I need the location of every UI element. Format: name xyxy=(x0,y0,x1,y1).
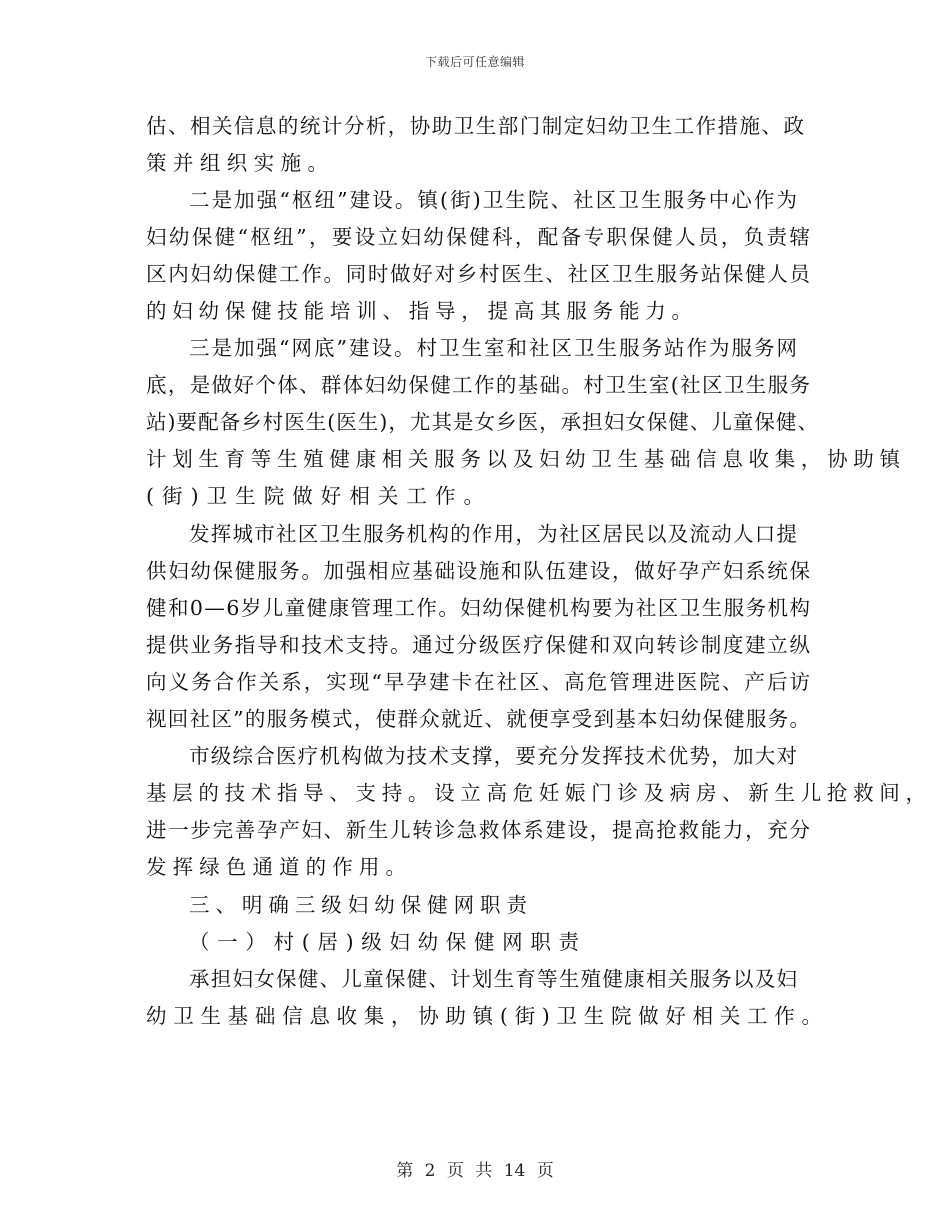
paragraph-line: 市级综合医疗机构做为技术支撑，要充分发挥技术优势，加大对 xyxy=(189,744,799,768)
section-heading: 三、明确三级妇幼保健网职责 xyxy=(189,893,533,917)
paragraph-line: 计划生育等生殖健康相关服务以及妇幼卫生基础信息收集，协助镇 xyxy=(146,447,906,471)
paragraph-line: 发挥绿色通道的作用。 xyxy=(146,855,413,879)
paragraph-line: 策并组织实施。 xyxy=(146,151,335,175)
paragraph-line: 妇幼保健“枢纽”，要设立妇幼保健科，配备专职保健人员，负责辖 xyxy=(146,225,813,249)
paragraph-line: 基层的技术指导、支持。设立高危妊娠门诊及病房、新生儿抢救间， xyxy=(146,781,932,805)
paragraph-line: 估、相关信息的统计分析，协助卫生部门制定妇幼卫生工作措施、政 xyxy=(146,114,806,138)
paragraph-line: 二是加强“枢纽”建设。镇(街)卫生院、社区卫生服务中心作为 xyxy=(189,188,800,212)
paragraph-line: 发挥城市社区卫生服务机构的作用，为社区居民以及流动人口提 xyxy=(189,522,799,546)
paragraph-line: 底，是做好个体、群体妇幼保健工作的基础。村卫生室(社区卫生服务 xyxy=(146,373,812,397)
page-header: 下载后可任意编辑 xyxy=(424,55,525,69)
paragraph-line: 幼卫生基础信息收集，协助镇(街)卫生院做好相关工作。 xyxy=(146,1004,829,1028)
page-number: 第 2 页 共 14 页 xyxy=(396,1161,554,1181)
paragraph-line: 向义务合作关系，实现“早孕建卡在社区、高危管理进医院、产后访 xyxy=(146,670,813,694)
subsection-heading: （一）村(居)级妇幼保健网职责 xyxy=(189,930,587,954)
paragraph-line: 三是加强“网底”建设。村卫生室和社区卫生服务站作为服务网 xyxy=(189,336,799,360)
paragraph-line: 供妇幼保健服务。加强相应基础设施和队伍建设，做好孕产妇系统保 xyxy=(146,559,812,583)
paragraph-line: 视回社区”的服务模式，使群众就近、就便享受到基本妇幼保健服务。 xyxy=(146,707,812,731)
paragraph-line: 的妇幼保健技能培训、指导，提高其服务能力。 xyxy=(146,299,698,323)
paragraph-line: 站)要配备乡村医生(医生)，尤其是女乡医，承担妇女保健、儿童保健、 xyxy=(146,410,820,434)
paragraph-line: 提供业务指导和技术支持。通过分级医疗保健和双向转诊制度建立纵 xyxy=(146,633,812,657)
paragraph-line: 承担妇女保健、儿童保健、计划生育等生殖健康相关服务以及妇 xyxy=(189,967,799,991)
paragraph-line: 健和0—6岁儿童健康管理工作。妇幼保健机构要为社区卫生服务机构 xyxy=(146,596,812,620)
paragraph-line: 进一步完善孕产妇、新生儿转诊急救体系建设，提高抢救能力，充分 xyxy=(146,818,812,842)
paragraph-line: (街)卫生院做好相关工作。 xyxy=(146,484,493,508)
paragraph-line: 区内妇幼保健工作。同时做好对乡村医生、社区卫生服务站保健人员 xyxy=(146,262,812,286)
